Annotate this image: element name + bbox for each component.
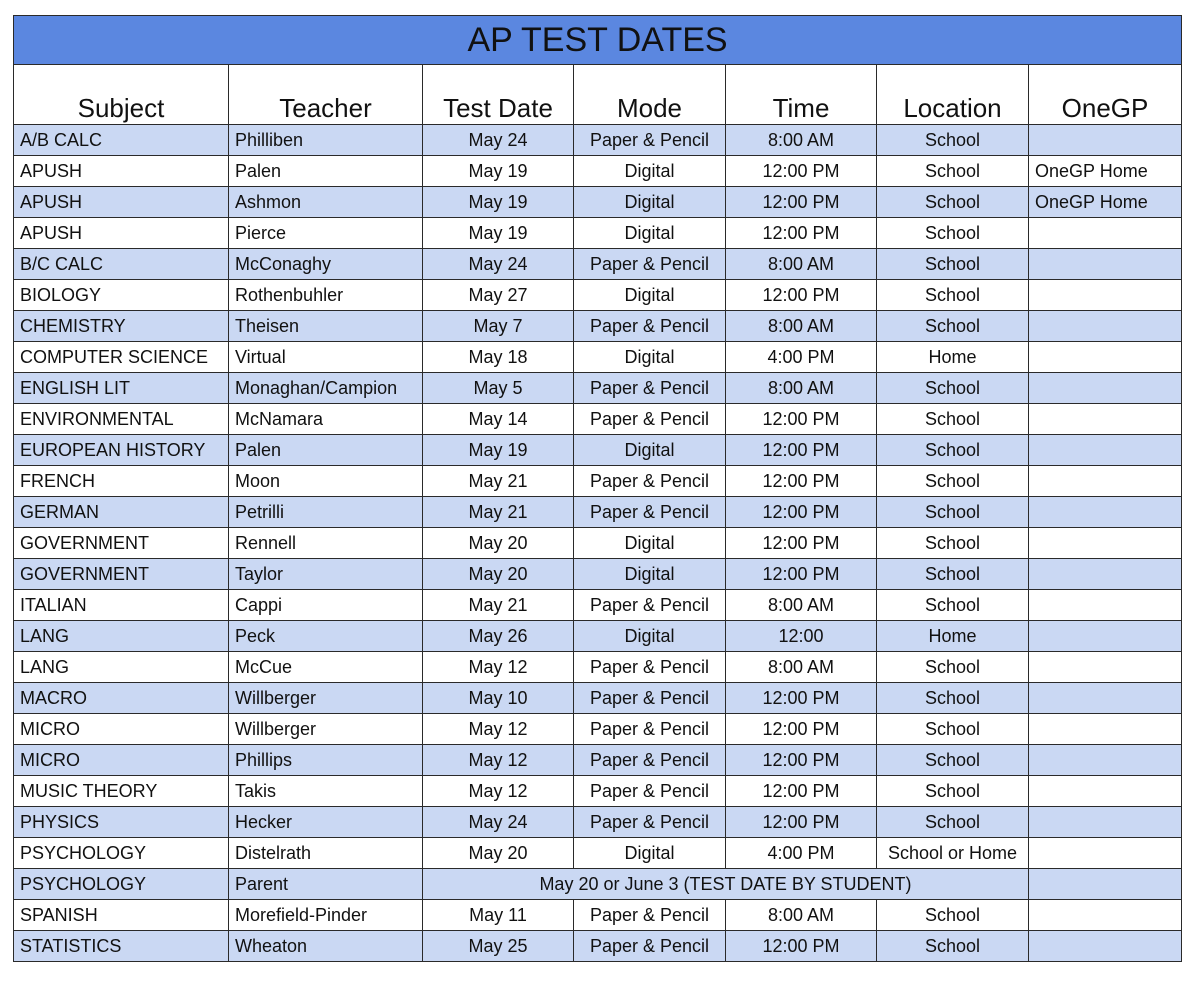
cell-time: 12:00 PM: [726, 218, 877, 249]
table-row: [14, 528, 1182, 559]
cell-teacher: McNamara: [229, 404, 423, 435]
cell-mode: Digital: [574, 621, 726, 652]
cell-mode: Digital: [574, 435, 726, 466]
cell-location: School: [877, 528, 1029, 559]
cell-teacher: Philliben: [229, 125, 423, 156]
cell-subject: PSYCHOLOGY: [14, 838, 229, 869]
cell-onegp: [1029, 497, 1182, 528]
cell-location: School: [877, 311, 1029, 342]
cell-onegp: OneGP Home: [1029, 156, 1182, 187]
cell-time: 12:00 PM: [726, 745, 877, 776]
cell-mode: Paper & Pencil: [574, 590, 726, 621]
cell-test-date: May 12: [423, 776, 574, 807]
header-test-date: Test Date: [423, 65, 574, 125]
cell-time: 12:00 PM: [726, 187, 877, 218]
cell-onegp: [1029, 931, 1182, 962]
cell-subject: PHYSICS: [14, 807, 229, 838]
table-row: [14, 218, 1182, 249]
cell-subject: FRENCH: [14, 466, 229, 497]
cell-time: 12:00 PM: [726, 404, 877, 435]
cell-test-date: May 25: [423, 931, 574, 962]
cell-subject: SPANISH: [14, 900, 229, 931]
cell-location: School: [877, 435, 1029, 466]
cell-subject: B/C CALC: [14, 249, 229, 280]
cell-time: 8:00 AM: [726, 590, 877, 621]
cell-mode: Paper & Pencil: [574, 931, 726, 962]
cell-test-date: May 20: [423, 528, 574, 559]
cell-time: 12:00 PM: [726, 683, 877, 714]
cell-test-date: May 24: [423, 125, 574, 156]
cell-test-date: May 21: [423, 590, 574, 621]
cell-onegp: OneGP Home: [1029, 187, 1182, 218]
cell-teacher: Petrilli: [229, 497, 423, 528]
cell-location: School: [877, 249, 1029, 280]
table-row: [14, 187, 1182, 218]
cell-test-date: May 19: [423, 187, 574, 218]
table-row: [14, 807, 1182, 838]
cell-mode: Digital: [574, 156, 726, 187]
cell-teacher: Pierce: [229, 218, 423, 249]
cell-location: Home: [877, 342, 1029, 373]
cell-onegp: [1029, 745, 1182, 776]
cell-subject: STATISTICS: [14, 931, 229, 962]
table-row: [14, 373, 1182, 404]
cell-subject: PSYCHOLOGY: [14, 869, 229, 900]
cell-test-date: May 10: [423, 683, 574, 714]
cell-mode: Digital: [574, 838, 726, 869]
cell-mode: Paper & Pencil: [574, 311, 726, 342]
cell-mode: Paper & Pencil: [574, 497, 726, 528]
table-row: [14, 559, 1182, 590]
cell-teacher: McConaghy: [229, 249, 423, 280]
cell-time: 8:00 AM: [726, 652, 877, 683]
cell-onegp: [1029, 342, 1182, 373]
cell-test-date: May 21: [423, 466, 574, 497]
cell-mode: Digital: [574, 342, 726, 373]
cell-mode: Digital: [574, 559, 726, 590]
cell-time: 4:00 PM: [726, 342, 877, 373]
cell-subject: ITALIAN: [14, 590, 229, 621]
table-row: [14, 683, 1182, 714]
cell-location: School: [877, 931, 1029, 962]
cell-teacher: Taylor: [229, 559, 423, 590]
cell-test-date: May 19: [423, 435, 574, 466]
cell-onegp: [1029, 311, 1182, 342]
cell-time: 8:00 AM: [726, 125, 877, 156]
cell-teacher: Wheaton: [229, 931, 423, 962]
table-row: [14, 900, 1182, 931]
cell-test-date: May 20: [423, 559, 574, 590]
cell-mode: Paper & Pencil: [574, 404, 726, 435]
cell-subject: ENVIRONMENTAL: [14, 404, 229, 435]
cell-mode: Digital: [574, 187, 726, 218]
cell-subject: GOVERNMENT: [14, 528, 229, 559]
table-row: [14, 621, 1182, 652]
cell-subject: A/B CALC: [14, 125, 229, 156]
cell-onegp: [1029, 683, 1182, 714]
cell-test-date: May 24: [423, 807, 574, 838]
cell-subject: GOVERNMENT: [14, 559, 229, 590]
cell-test-date: May 19: [423, 218, 574, 249]
cell-teacher: Palen: [229, 435, 423, 466]
header-subject: Subject: [14, 65, 229, 125]
cell-teacher: Rennell: [229, 528, 423, 559]
cell-location: School: [877, 404, 1029, 435]
table-title: AP TEST DATES: [14, 16, 1182, 65]
cell-mode: Digital: [574, 528, 726, 559]
table-row: [14, 497, 1182, 528]
table-row: [14, 652, 1182, 683]
cell-subject: MUSIC THEORY: [14, 776, 229, 807]
cell-subject: EUROPEAN HISTORY: [14, 435, 229, 466]
cell-subject: APUSH: [14, 187, 229, 218]
cell-subject: MACRO: [14, 683, 229, 714]
cell-teacher: McCue: [229, 652, 423, 683]
cell-time: 12:00 PM: [726, 435, 877, 466]
header-mode: Mode: [574, 65, 726, 125]
table-row: [14, 342, 1182, 373]
table-row: [14, 745, 1182, 776]
header-time: Time: [726, 65, 877, 125]
cell-teacher: Willberger: [229, 714, 423, 745]
table-row: [14, 156, 1182, 187]
header-location: Location: [877, 65, 1029, 125]
cell-time: 8:00 AM: [726, 900, 877, 931]
cell-mode: Digital: [574, 280, 726, 311]
cell-test-date: May 12: [423, 714, 574, 745]
cell-location: School: [877, 900, 1029, 931]
cell-location: School: [877, 218, 1029, 249]
cell-mode: Digital: [574, 218, 726, 249]
cell-location: School: [877, 652, 1029, 683]
table-row: [14, 776, 1182, 807]
cell-teacher: Morefield-Pinder: [229, 900, 423, 931]
cell-time: 12:00 PM: [726, 156, 877, 187]
cell-onegp: [1029, 218, 1182, 249]
table-row: [14, 404, 1182, 435]
cell-onegp: [1029, 466, 1182, 497]
table-row: [14, 311, 1182, 342]
cell-mode: Paper & Pencil: [574, 683, 726, 714]
cell-location: School: [877, 683, 1029, 714]
table-row: [14, 435, 1182, 466]
cell-teacher: Ashmon: [229, 187, 423, 218]
cell-location: Home: [877, 621, 1029, 652]
cell-subject: LANG: [14, 621, 229, 652]
cell-mode: Paper & Pencil: [574, 466, 726, 497]
cell-teacher: Takis: [229, 776, 423, 807]
cell-test-date: May 12: [423, 652, 574, 683]
cell-teacher: Palen: [229, 156, 423, 187]
cell-onegp: [1029, 590, 1182, 621]
header-onegp: OneGP: [1029, 65, 1182, 125]
cell-subject: COMPUTER SCIENCE: [14, 342, 229, 373]
cell-merged-note: May 20 or June 3 (TEST DATE BY STUDENT): [423, 869, 1029, 900]
cell-teacher: Willberger: [229, 683, 423, 714]
cell-location: School: [877, 745, 1029, 776]
table-row: [14, 931, 1182, 962]
cell-test-date: May 20: [423, 838, 574, 869]
table-row: [14, 125, 1182, 156]
cell-location: School: [877, 280, 1029, 311]
cell-subject: CHEMISTRY: [14, 311, 229, 342]
table-row: [14, 466, 1182, 497]
cell-subject: MICRO: [14, 714, 229, 745]
cell-mode: Paper & Pencil: [574, 249, 726, 280]
cell-location: School: [877, 590, 1029, 621]
cell-location: School: [877, 807, 1029, 838]
cell-test-date: May 14: [423, 404, 574, 435]
cell-onegp: [1029, 528, 1182, 559]
cell-onegp: [1029, 373, 1182, 404]
cell-onegp: [1029, 559, 1182, 590]
table-row: [14, 714, 1182, 745]
cell-mode: Paper & Pencil: [574, 900, 726, 931]
header-row: [14, 65, 1182, 125]
cell-mode: Paper & Pencil: [574, 125, 726, 156]
cell-time: 12:00 PM: [726, 280, 877, 311]
cell-location: School: [877, 187, 1029, 218]
cell-teacher: Distelrath: [229, 838, 423, 869]
cell-teacher: Cappi: [229, 590, 423, 621]
cell-onegp: [1029, 404, 1182, 435]
table-row: [14, 280, 1182, 311]
cell-onegp: [1029, 621, 1182, 652]
cell-subject: GERMAN: [14, 497, 229, 528]
cell-subject: APUSH: [14, 218, 229, 249]
cell-subject: APUSH: [14, 156, 229, 187]
cell-time: 12:00 PM: [726, 776, 877, 807]
cell-onegp: [1029, 900, 1182, 931]
cell-test-date: May 7: [423, 311, 574, 342]
cell-time: 12:00 PM: [726, 497, 877, 528]
cell-location: School: [877, 714, 1029, 745]
cell-location: School: [877, 125, 1029, 156]
cell-teacher: Phillips: [229, 745, 423, 776]
cell-test-date: May 24: [423, 249, 574, 280]
cell-time: 12:00 PM: [726, 466, 877, 497]
cell-subject: LANG: [14, 652, 229, 683]
table-row: [14, 249, 1182, 280]
cell-onegp: [1029, 838, 1182, 869]
cell-time: 12:00 PM: [726, 559, 877, 590]
cell-onegp: [1029, 435, 1182, 466]
table-row: [14, 869, 1182, 900]
cell-test-date: May 12: [423, 745, 574, 776]
ap-test-dates-table: [13, 15, 1182, 962]
cell-location: School or Home: [877, 838, 1029, 869]
cell-test-date: May 18: [423, 342, 574, 373]
cell-location: School: [877, 559, 1029, 590]
cell-teacher: Monaghan/Campion: [229, 373, 423, 404]
cell-onegp: [1029, 652, 1182, 683]
cell-time: 8:00 AM: [726, 311, 877, 342]
cell-teacher: Moon: [229, 466, 423, 497]
cell-subject: MICRO: [14, 745, 229, 776]
cell-time: 12:00 PM: [726, 807, 877, 838]
cell-subject: ENGLISH LIT: [14, 373, 229, 404]
cell-location: School: [877, 373, 1029, 404]
cell-time: 8:00 AM: [726, 373, 877, 404]
cell-mode: Paper & Pencil: [574, 807, 726, 838]
cell-onegp: [1029, 807, 1182, 838]
cell-mode: Paper & Pencil: [574, 373, 726, 404]
cell-time: 12:00 PM: [726, 528, 877, 559]
cell-onegp: [1029, 280, 1182, 311]
cell-teacher: Hecker: [229, 807, 423, 838]
cell-test-date: May 5: [423, 373, 574, 404]
cell-time: 8:00 AM: [726, 249, 877, 280]
table-row: [14, 590, 1182, 621]
cell-test-date: May 26: [423, 621, 574, 652]
cell-mode: Paper & Pencil: [574, 776, 726, 807]
cell-teacher: Peck: [229, 621, 423, 652]
cell-test-date: May 19: [423, 156, 574, 187]
cell-mode: Paper & Pencil: [574, 652, 726, 683]
cell-location: School: [877, 156, 1029, 187]
table-row: [14, 838, 1182, 869]
cell-teacher: Theisen: [229, 311, 423, 342]
header-teacher: Teacher: [229, 65, 423, 125]
cell-time: 12:00: [726, 621, 877, 652]
cell-teacher: Parent: [229, 869, 423, 900]
cell-teacher: Rothenbuhler: [229, 280, 423, 311]
cell-time: 12:00 PM: [726, 714, 877, 745]
cell-onegp: [1029, 125, 1182, 156]
cell-onegp: [1029, 869, 1182, 900]
cell-test-date: May 21: [423, 497, 574, 528]
cell-teacher: Virtual: [229, 342, 423, 373]
cell-location: School: [877, 466, 1029, 497]
cell-test-date: May 11: [423, 900, 574, 931]
cell-onegp: [1029, 776, 1182, 807]
cell-onegp: [1029, 249, 1182, 280]
cell-test-date: May 27: [423, 280, 574, 311]
cell-location: School: [877, 497, 1029, 528]
cell-mode: Paper & Pencil: [574, 745, 726, 776]
cell-mode: Paper & Pencil: [574, 714, 726, 745]
cell-onegp: [1029, 714, 1182, 745]
cell-subject: BIOLOGY: [14, 280, 229, 311]
cell-time: 4:00 PM: [726, 838, 877, 869]
cell-time: 12:00 PM: [726, 931, 877, 962]
cell-location: School: [877, 776, 1029, 807]
